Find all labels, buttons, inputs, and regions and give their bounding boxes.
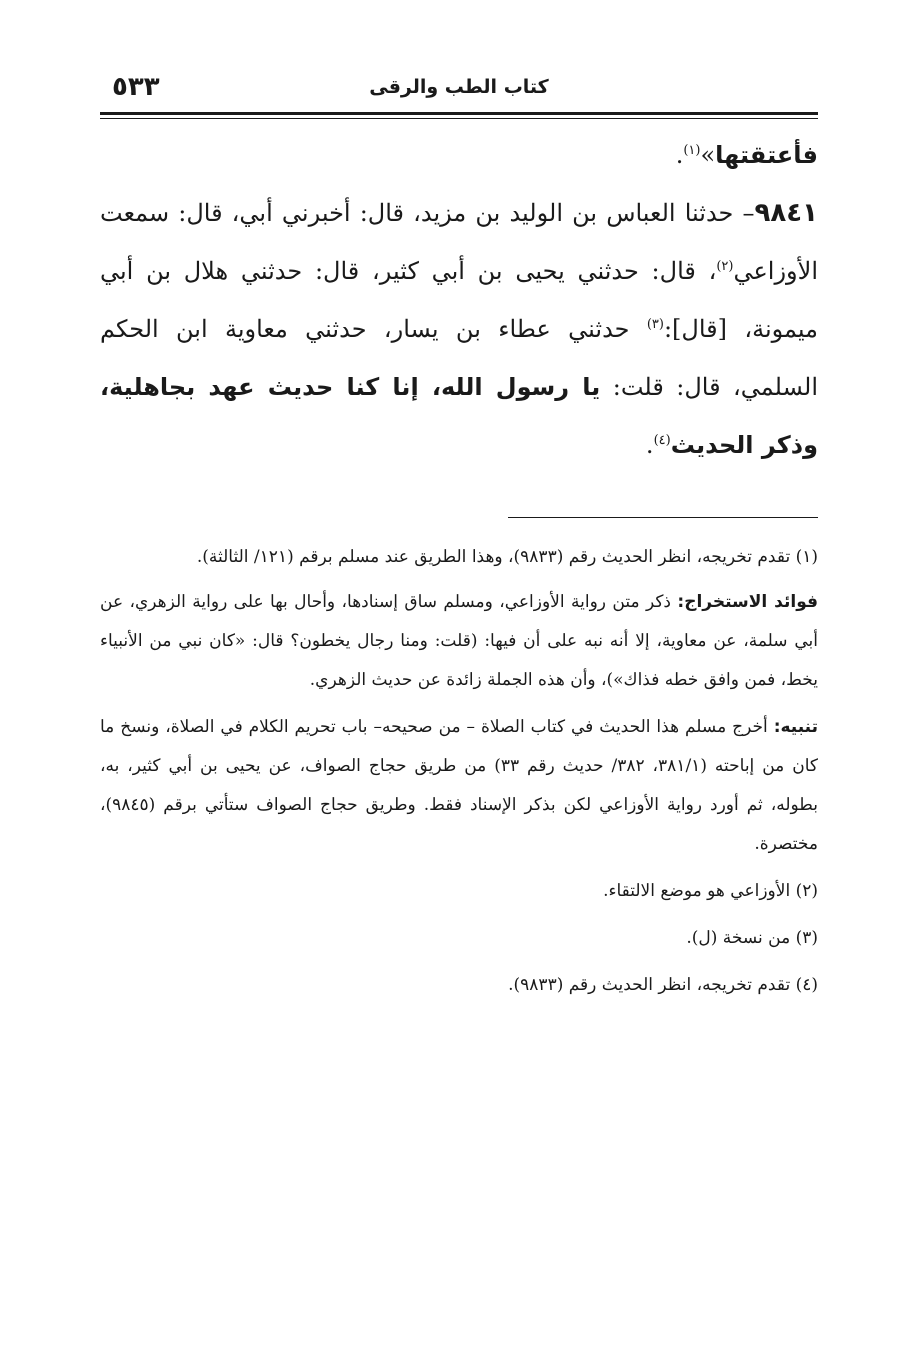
main-text: [100, 126, 818, 474]
hadith-number: ٩٨٤١: [754, 198, 818, 228]
footnote-1: (١) تقدم تخريجه، انظر الحديث رقم (٩٨٣٣)، وهذا الطريق عند مسلم برقم (١٢١/ الثالثة).: [196, 547, 818, 567]
running-title: كتاب الطب والرقى: [369, 76, 549, 98]
footnote-ref-3: (٣): [646, 317, 664, 332]
continuation-paragraph: [100, 126, 818, 184]
hadith-text-1: – حدثنا العباس بن الوليد بن مزيد، قال: أخبرني أبي، قال: سمعت الأوزاعي: [100, 199, 818, 285]
page-header: [100, 72, 818, 112]
tanbih-paragraph: [100, 708, 818, 864]
hadith-text-3: حدثني عطاء بن يسار، حدثني معاوية ابن الحكم السلمي، قال: قلت:: [100, 315, 818, 401]
footnote-separator: [508, 517, 818, 518]
continuation-bold: فأعتقتها: [715, 141, 818, 169]
continuation-quote-end: »: [700, 141, 716, 169]
hadith-paragraph: [100, 184, 818, 474]
footnote-2: (٢) الأوزاعي هو موضع الالتقاء.: [603, 881, 818, 901]
hadith-text-2: ، قال: حدثني يحيى بن أبي كثير، قال: حدثني هلال بن أبي ميمونة، [قال]:: [100, 257, 818, 343]
header-rule-thin: [100, 118, 818, 119]
footnote-ref-1: (١): [683, 143, 701, 158]
footnote-3: (٣) من نسخة (ل).: [686, 928, 818, 948]
footnotes: [100, 538, 818, 1013]
footnote-ref-2: (٢): [716, 259, 734, 274]
footnote-4: (٤) تقدم تخريجه، انظر الحديث رقم (٩٨٣٣).: [508, 975, 818, 995]
fawaid-text: ذكر متن رواية الأوزاعي، ومسلم ساق إسنادها، وأحال بها على رواية الزهري، عن أبي سلمة، عن معاوية، إلا أنه نبه على أن فيها: (قلت: ومنا رجال يخطون؟ قال: «كان نبي من الأنبياء يخط، فمن وافق خطه فذاك»)، وأن هذه الجملة زائدة عن حديث الزهري.: [100, 592, 818, 690]
fawaid-label: فوائد الاستخراج:: [677, 592, 818, 612]
tanbih-text: أخرج مسلم هذا الحديث في كتاب الصلاة – من صحيحه– باب تحريم الكلام في الصلاة، ونسخ ما كان من إباحته (٣٨١/١، ٣٨٢/ حديث رقم ٣٣) من طريق حجاج الصواف، عن يحيى بن أبي كثير، به، بطوله، ثم أورد رواية الأوزاعي لكن بذكر الإسناد فقط. وطريق حجاج الصواف ستأتي برقم (٩٨٤٥)، مختصرة.: [100, 717, 818, 854]
page-number: ٥٣٣: [112, 72, 160, 102]
header-rule: [100, 112, 818, 115]
hadith-bold-matn: يا رسول الله، إنا كنا حديث عهد بجاهلية، وذكر الحديث: [100, 373, 818, 459]
tanbih-label: تنبيه:: [773, 717, 818, 737]
hadith-end: .: [645, 431, 654, 459]
continuation-dot: .: [675, 141, 684, 169]
footnote-ref-4: (٤): [653, 433, 671, 448]
fawaid-paragraph: [100, 583, 818, 700]
